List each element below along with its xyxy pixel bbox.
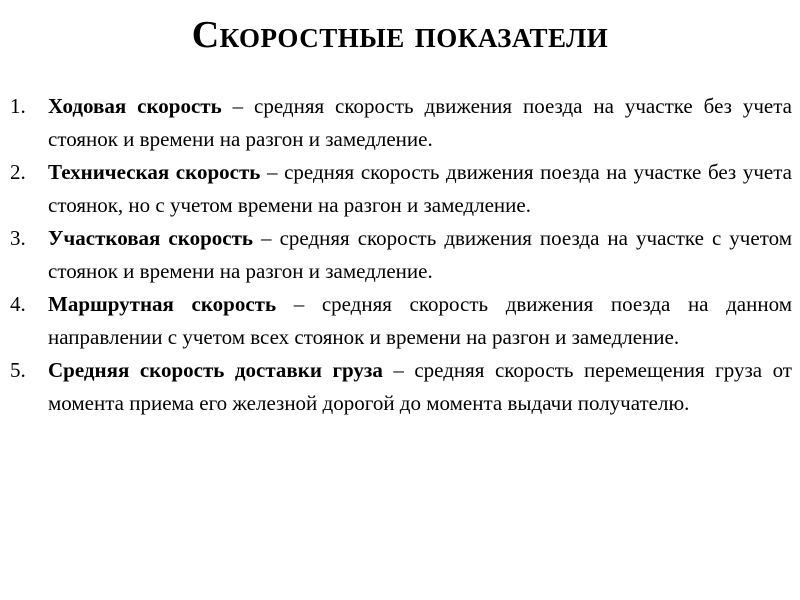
list-item [10, 288, 792, 354]
item-definition: – средняя скорость перемещения груза от момента приема его железной дорогой до момента выдачи получателю. [48, 358, 792, 415]
list-item [10, 156, 792, 222]
item-term: Ходовая скорость [48, 94, 222, 118]
item-term: Средняя скорость доставки груза [48, 358, 383, 382]
list-item [10, 222, 792, 288]
item-number: 1. [10, 94, 26, 118]
item-definition: – средняя скорость движения поезда на данном направлении с учетом всех стоянок и времени на разгон и замедление. [48, 292, 792, 349]
item-number: 3. [10, 226, 26, 250]
page-title: Скоростные показатели [191, 14, 609, 56]
item-definition: – средняя скорость движения поезда на участке без учета стоянок, но с учетом времени на разгон и замедление. [48, 160, 792, 217]
item-definition: – средняя скорость движения поезда на участке без учета стоянок и времени на разгон и замедление. [48, 94, 792, 151]
item-definition: – средняя скорость движения поезда на участке с учетом стоянок и времени на разгон и замедление. [48, 226, 792, 283]
list-item [10, 90, 792, 156]
item-term: Участковая скорость [48, 226, 253, 250]
list-item [10, 354, 792, 420]
item-number: 5. [10, 358, 26, 382]
item-number: 2. [10, 160, 26, 184]
item-term: Техническая скорость [48, 160, 261, 184]
definitions-list [10, 90, 792, 420]
item-number: 4. [10, 292, 26, 316]
item-term: Маршрутная скорость [48, 292, 277, 316]
